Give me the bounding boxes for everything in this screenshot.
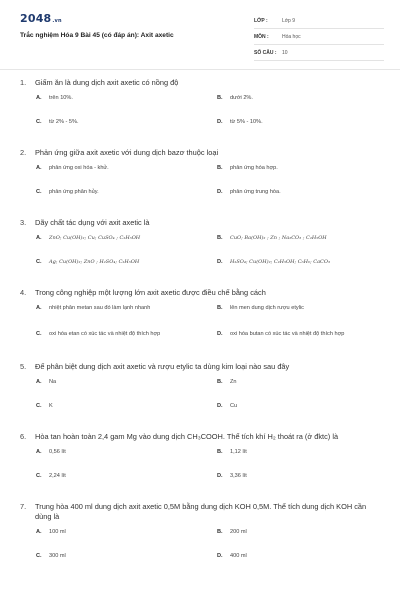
option-letter: A.: [36, 235, 42, 241]
option-letter: B.: [217, 95, 223, 101]
answer-options: [20, 304, 382, 356]
option-text: dưới 2%.: [230, 95, 253, 101]
question-stem: Hòa tan hoàn toàn 2,4 gam Mg vào dung dịch CH₃COOH. Thể tích khí H₂ thoát ra (ở đktc) là: [35, 432, 339, 441]
question-text: [20, 78, 382, 88]
answer-options: [20, 378, 382, 426]
answer-options: [20, 448, 382, 496]
info-row-subject: MÔN : Hóa học: [254, 29, 384, 45]
answer-option[interactable]: [20, 402, 201, 426]
question-stem: Trung hòa 400 ml dung dịch axit axetic 0,5M bằng dung dịch KOH 0,5M. Thể tích dung dịch KOH cần dùng là: [35, 502, 367, 521]
option-letter: D.: [217, 553, 223, 559]
question-4: [20, 288, 382, 356]
answer-option[interactable]: [201, 164, 382, 188]
option-text: CuO; Ba(OH)₂ ; Zn ; Na₂CO₃ ; C₂H₅OH: [230, 235, 327, 241]
question-stem: Dãy chất tác dụng với axit axetic là: [35, 218, 150, 227]
question-stem: Để phân biệt dung dịch axit axetic và rượu etylic ta dùng kim loại nào sau đây: [35, 362, 290, 371]
option-letter: C.: [36, 119, 42, 125]
question-text: [20, 218, 382, 228]
option-letter: B.: [217, 305, 223, 311]
question-number: 2.: [20, 148, 27, 157]
option-text: phản ứng phân hủy.: [49, 189, 99, 195]
option-text: 0,56 lít: [49, 449, 66, 455]
question-list: [20, 78, 382, 582]
answer-option[interactable]: [20, 472, 201, 496]
option-text: 200 ml: [230, 529, 247, 535]
option-letter: D.: [217, 259, 223, 265]
answer-option[interactable]: [20, 258, 201, 282]
question-text: [20, 362, 382, 372]
option-text: oxi hóa etan có xúc tác và nhiệt độ thích hợp: [49, 331, 161, 337]
question-text: [20, 148, 382, 158]
answer-option[interactable]: [201, 378, 382, 402]
question-stem: Phản ứng giữa axit axetic với dung dịch bazơ thuộc loại: [35, 148, 219, 157]
answer-option[interactable]: [201, 552, 382, 576]
question-5: [20, 362, 382, 426]
info-row-count: SỐ CÂU : 10: [254, 45, 384, 61]
option-text: 2,24 lít: [49, 473, 66, 479]
option-letter: D.: [217, 189, 223, 195]
info-row-class: LỚP : Lớp 9: [254, 13, 384, 29]
answer-option[interactable]: [201, 472, 382, 496]
option-text: trên 10%.: [49, 95, 73, 101]
question-6: [20, 432, 382, 496]
answer-option[interactable]: [201, 448, 382, 472]
question-text: [20, 288, 382, 298]
answer-options: [20, 234, 382, 282]
option-text: ZnO; Cu(OH)₂; Cu; CuSO₄ ; C₂H₅OH: [49, 235, 141, 241]
answer-option[interactable]: [20, 118, 201, 142]
option-text: K: [49, 403, 53, 409]
answer-option[interactable]: [201, 188, 382, 212]
option-letter: D.: [217, 473, 223, 479]
option-letter: C.: [36, 473, 42, 479]
option-letter: A.: [36, 305, 42, 311]
option-letter: A.: [36, 379, 42, 385]
question-number: 7.: [20, 502, 27, 511]
option-text: phản ứng oxi hóa - khử.: [49, 165, 109, 171]
question-7: [20, 502, 382, 576]
option-letter: A.: [36, 449, 42, 455]
option-letter: C.: [36, 553, 42, 559]
answer-option[interactable]: [201, 330, 382, 356]
option-letter: A.: [36, 529, 42, 535]
page-header: [20, 12, 385, 64]
option-letter: D.: [217, 331, 223, 337]
answer-options: [20, 528, 382, 576]
option-text: 400 ml: [230, 553, 247, 559]
option-letter: D.: [217, 403, 223, 409]
option-letter: B.: [217, 529, 223, 535]
option-text: Zn: [230, 379, 237, 385]
option-letter: A.: [36, 165, 42, 171]
option-text: phản ứng trung hòa.: [230, 189, 281, 195]
option-text: 100 ml: [49, 529, 66, 535]
option-letter: B.: [217, 379, 223, 385]
question-text: [20, 432, 382, 442]
option-letter: C.: [36, 403, 42, 409]
site-logo[interactable]: 2048.vn: [20, 12, 62, 25]
option-letter: C.: [36, 331, 42, 337]
option-text: lên men dung dịch rượu etylic: [230, 305, 304, 311]
option-text: oxi hóa butan có xúc tác và nhiệt độ thích hợp: [230, 331, 345, 337]
answer-options: [20, 94, 382, 142]
question-stem: Giấm ăn là dung dịch axit axetic có nồng độ: [35, 78, 179, 87]
question-number: 5.: [20, 362, 27, 371]
question-number: 6.: [20, 432, 27, 441]
answer-option[interactable]: [20, 188, 201, 212]
option-text: từ 2% - 5%.: [49, 119, 79, 125]
question-3: [20, 218, 382, 282]
answer-option[interactable]: [201, 94, 382, 118]
option-letter: B.: [217, 449, 223, 455]
answer-option[interactable]: [201, 118, 382, 142]
answer-option[interactable]: [20, 94, 201, 118]
question-stem: Trong công nghiệp một lượng lớn axit axetic được điều chế bằng cách: [35, 288, 266, 297]
question-number: 3.: [20, 218, 27, 227]
question-number: 1.: [20, 78, 27, 87]
answer-option[interactable]: [20, 528, 201, 552]
option-letter: D.: [217, 119, 223, 125]
answer-option[interactable]: [20, 164, 201, 188]
answer-option[interactable]: [201, 234, 382, 258]
option-text: 1,12 lít: [230, 449, 247, 455]
question-1: [20, 78, 382, 142]
option-letter: C.: [36, 259, 42, 265]
option-text: H₂SO₄; Cu(OH)₂; C₂H₅OH; C₆H₆; CaCO₃: [230, 259, 330, 265]
option-text: Na: [49, 379, 57, 385]
question-text: [20, 502, 382, 522]
option-text: 300 ml: [49, 553, 66, 559]
answer-option[interactable]: [20, 378, 201, 402]
option-letter: B.: [217, 235, 223, 241]
answer-option[interactable]: [20, 330, 201, 356]
option-text: nhiệt phân metan sau đó làm lạnh nhanh: [49, 305, 151, 311]
option-text: từ 5% - 10%.: [230, 119, 263, 125]
answer-option[interactable]: [201, 258, 382, 282]
answer-option[interactable]: [20, 304, 201, 330]
option-text: 3,36 lít: [230, 473, 247, 479]
question-number: 4.: [20, 288, 27, 297]
option-text: Ag; Cu(OH)₂; ZnO ; H₂SO₄; C₂H₅OH: [49, 259, 140, 265]
page-title: Trắc nghiệm Hóa 9 Bài 45 (có đáp án): Axit axetic: [20, 32, 174, 39]
option-text: phản ứng hóa hợp.: [230, 165, 278, 171]
option-letter: B.: [217, 165, 223, 171]
answer-option[interactable]: [20, 552, 201, 576]
header-divider: [0, 69, 400, 70]
option-letter: A.: [36, 95, 42, 101]
quiz-info-table: [254, 13, 384, 61]
answer-options: [20, 164, 382, 212]
answer-option[interactable]: [201, 304, 382, 330]
answer-option[interactable]: [201, 528, 382, 552]
question-2: [20, 148, 382, 212]
answer-option[interactable]: [20, 448, 201, 472]
answer-option[interactable]: [201, 402, 382, 426]
option-letter: C.: [36, 189, 42, 195]
answer-option[interactable]: [20, 234, 201, 258]
option-text: Cu: [230, 403, 238, 409]
